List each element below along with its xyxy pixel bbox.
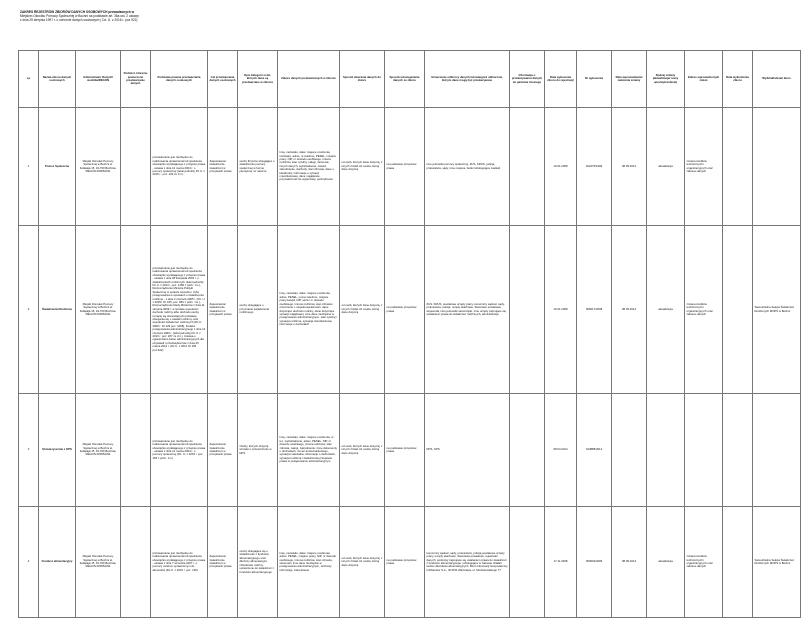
cell-change-scope <box>685 394 723 507</box>
cell-scope: Imię, nazwisko, data i miejsce urodzenia, nr tel., wykształcenie, adres, PESEL, NIP, nr dowodu osobistego, imiona rodziców, stan zdrowia, nałogi, zatrudnienie i inne dokumenty o dochodach, numer konta bankowego, sytuacja materialna, informacje o dochodach, sytuacja rodzinna i świadczenia przepisów prawa w postępowaniu administracyjnym <box>278 394 340 507</box>
cell-entrusted <box>121 226 151 394</box>
cell-legal-basis: przetwarzanie jest niezbędne do realizowania uprawnienia lub spełnienia obowiązku wynikającego z przepisu prawa - ustawa z dnia 7 września 2007 r. o pomocy osobom uprawnionym do alimentów (Dz.U. z 2016 r. poz. 169) <box>151 507 208 618</box>
cell-admin: Miejski Ośrodek Pomocy Społecznej w Bochni ul. Kołłątaja 15, 32-700 Bochnia, REGON 000654311 <box>76 394 121 507</box>
cell-legal-basis: przetwarzanie jest niezbędne do realizowania uprawnienia lub spełnienia obowiązku wynikającego z przepisu prawa - ustawa z dnia 12 marca 2004 r. o pomocy społecznej (Dz. U. z 2015 r. poz. 163 z późn. zm.) <box>151 394 208 507</box>
cell-collection: od osób, których dane dotyczą, z innych źródeł niż osoba, której dane dotyczą <box>340 394 385 507</box>
col-header-change-type: Rodzaj zmiany (aktualizacja/ nowy opis/wykreślenie) <box>647 51 685 108</box>
cell-admin: Miejski Ośrodek Pomocy Społecznej w Bochni ul. Kołłątaja 15, 32-700 Bochnia, REGON 000654311 <box>76 226 121 394</box>
cell-deletion-date <box>723 226 753 394</box>
cell-sharing: na podstawie przepisów prawa <box>385 108 425 226</box>
table-row <box>19 507 801 618</box>
cell-third-country <box>510 394 545 507</box>
cell-third-country <box>510 226 545 394</box>
cell-registration-date: 17.11.2008 <box>545 507 577 618</box>
col-header-collection: Sposób zbierania danych do zbioru <box>340 51 385 108</box>
cell-registration-date: 10.01.2008 <box>545 108 577 226</box>
col-header-entrusted: Podmiot, któremu powierzono przetwarzanie danych <box>121 51 151 108</box>
col-header-persons: Opis kategorii osób, których dane są przetwarzane w zbiorze <box>238 51 278 108</box>
col-header-change-scope: Zakres wprowadzonych zmian <box>685 51 723 108</box>
cell-change-type <box>647 394 685 507</box>
cell-scope: Imię, nazwisko, data i miejsce urodzenia, adres, PESEL, numer telefonu, miejsce pracy,zawód, NIP, seria i nr dowodu osobistego, imiona rodziców, stan zdrowia i orzeczenie o niepełnosprawności, dane dotyczące dochodu rodziny, dane dotyczące sytuacji majątkowej, inne dane niezbędne w postępowaniu administracyjnym, stan cywilny i sytuacja rodzinna, sytuacja mieszkaniowa, informacje o dochodach <box>278 226 340 394</box>
cell-lp: 2 <box>19 226 39 394</box>
col-header-registration-date: Data zgłoszenia zbioru do rejestracji <box>545 51 577 108</box>
cell-change-type: aktualizacja <box>647 507 685 618</box>
table-row <box>19 226 801 394</box>
cell-registration-no: 000002/2009 <box>577 507 612 618</box>
cell-purpose: Zapewnienie/ świadczenie świadczeń w przepisach prawa <box>208 507 238 618</box>
cell-sharing: na podstawie przepisów prawa <box>385 394 425 507</box>
cell-change-type: aktualizacja <box>647 226 685 394</box>
cell-registration-no: 013888/2014 <box>577 394 612 507</box>
cell-department <box>753 394 801 507</box>
cell-sharing: na podstawie przepisów prawa <box>385 507 425 618</box>
cell-recipients: inne jednostki pomocy społecznej, ZUS, KRUS, policja, prokuratura, sądy, inne miejsca, banki (obsługujące zasiłek) <box>425 108 510 226</box>
col-header-legal-basis: Podstawa prawna przetwarzania danych osobowych <box>151 51 208 108</box>
cell-persons: Osoby, których dotyczą wnioski o umieszczenie w DPS <box>238 394 278 507</box>
col-header-name: Nazwa zbioru danych osobowych <box>39 51 76 108</box>
heading-line-3: z dnia 29 sierpnia 1997 r. o ochronie danych osobowych ( Dz. U. z 2016 r. poz 922) <box>20 18 138 22</box>
cell-department: Samodzielna Sekcja Świadczeń Rodzinnych MOPS w Bochni <box>753 226 801 394</box>
col-header-change-date: Data wprowadzenia/ założenia zmiany <box>612 51 647 108</box>
cell-change-date: 08.09.2014 <box>612 507 647 618</box>
cell-collection: od osób, których dane dotyczą, z innych źródeł niż osoba, której dane dotyczą <box>340 108 385 226</box>
cell-name: Stowarzyszenia z OPS <box>39 394 76 507</box>
table-header-row <box>19 51 801 108</box>
cell-purpose: Zapewnienie/ świadczenie świadczeń w przepisach prawa <box>208 226 238 394</box>
cell-entrusted <box>121 108 151 226</box>
cell-recipients: DPS, OPS <box>425 394 510 507</box>
cell-entrusted <box>121 507 151 618</box>
cell-deletion-date <box>723 108 753 226</box>
cell-admin: Miejski Ośrodek Pomocy Społecznej w Bochni ul. Kołłątaja 15, 32-700 Bochnia, REGON 000654311 <box>76 507 121 618</box>
table-row <box>19 108 801 226</box>
cell-deletion-date <box>723 394 753 507</box>
cell-lp: 4 <box>19 507 39 618</box>
cell-change-date: 08.09.2014 <box>612 108 647 226</box>
cell-scope: Imię, nazwisko, data i miejsce urodzenia, nazwisko, adres, nr telefonu, PESEL, miejsce pracy, NIP, nr dowodu osobistego, imiona rodziców, stan cywilny, nałogi, stosunek, innych danych, wykształcenie, zawód, zatrudnienie, dochody, stan zdrowia, dane o karalności, informacje o sytuacji mieszkaniowej, dane majątkowe, przynależność do organizacji, pochodzenie <box>278 108 340 226</box>
col-header-deletion-date: Data wykreślenia zbioru <box>723 51 753 108</box>
heading-line-2: Miejskim Ośrodku Pomocy Społecznej w Bochni na podstawie art. 36a ust. 2 ustawy <box>20 14 139 18</box>
cell-registration-date: 10.01.2008 <box>545 226 577 394</box>
cell-lp: 3 <box>19 394 39 507</box>
cell-third-country <box>510 108 545 226</box>
cell-legal-basis: przetwarzanie jest niezbędne do realizowania uprawnienia lub spełnienia obowiązku wynikającego z przepisu prawa - ustawa z dnia 12 marca 2004 r. o pomocy społecznej (tekst jednolity Dz.U. z 2015 r., poz. 163 ze zm.) <box>151 108 208 226</box>
cell-department <box>753 108 801 226</box>
cell-purpose: Zapewnienie/ świadczenie świadczeń w przepisach prawa <box>208 108 238 226</box>
col-header-admin: Administrator Danych/ siedziba/REGON <box>76 51 121 108</box>
cell-collection: od osób, których dane dotyczą, z innych źródeł niż osoba, której dane dotyczą <box>340 226 385 394</box>
cell-change-scope: zmiana środków technicznych i organizacyjnych oraz zakresu danych <box>685 507 723 618</box>
col-header-sharing: Sposób udostępniania danych ze zbioru <box>385 51 425 108</box>
cell-purpose: Zapewnienie/ świadczenie świadczeń w przepisach prawa <box>208 394 238 507</box>
cell-department: Samodzielna Sekcja Świadczeń Rodzinnych MOPS w Bochni <box>753 507 801 618</box>
cell-change-scope: zmiana środków technicznych i organizacyjnych oraz zakresu danych <box>685 108 723 226</box>
col-header-department: Wydział/referat/ biuro <box>753 51 801 108</box>
cell-registration-no: 008217/2008 <box>577 226 612 394</box>
cell-admin: Miejski Ośrodek Pomocy Społecznej w Bochni ul. Kołłątaja 15, 32-700 Bochnia, REGON 000654311 <box>76 108 121 226</box>
cell-recipients: komornicy sądowi, sądy, prokuratura, policja,powiatowe urzędy pracy, urzędy skarbowe, Starostwa powiatowe, rejestrator danych, podmioty zajmujące się ustalaniem prawa do świadczeń z funduszu alimentacyjnego i obsługujące w zakresie działań wobec dłużników alimentacyjnych, Biuro Informacji Gospodarczej InfoMonitor S.A., ID KFR Warszawa, ul. Modzelewskiego 77 <box>425 507 510 618</box>
cell-scope: Imię, nazwisko, data i miejsce urodzenia, adres, PESEL, miejsce pracy, NIP, nr dowodu osobistego, imiona rodziców, stan zdrowia, stosunek i inne dane niezbędne w postępowaniu administracyjnym, dochody, informacje, zatrudnienie <box>278 507 340 618</box>
col-header-recipients: Oznaczenie odbiorcy danych lub kategorii odbiorców, którym dane mogą być przekazywane <box>425 51 510 108</box>
col-header-third-country: Informacja o przekazywaniu danych do państwa trzeciego <box>510 51 545 108</box>
cell-change-date <box>612 394 647 507</box>
cell-change-date: 08.09.2014 <box>612 226 647 394</box>
cell-registration-no: 022276/1999 <box>577 108 612 226</box>
cell-name: Świadczenia Rodzinne <box>39 226 76 394</box>
cell-change-scope: zmiana środków technicznych i organizacyjnych oraz zakresu danych <box>685 226 723 394</box>
col-header-scope: Zakres danych przetwarzanych w zbiorze <box>278 51 340 108</box>
cell-entrusted <box>121 394 151 507</box>
cell-persons: osoby ubiegające o przyznanie świadczenia rodzinnego <box>238 226 278 394</box>
cell-change-type: aktualizacja <box>647 108 685 226</box>
cell-persons: osoby fizyczne ubiegające o świadczenie pomocy społecznej w formie pieniężnej i w naturze <box>238 108 278 226</box>
cell-third-country <box>510 507 545 618</box>
heading-line-1: ZAKRES REJESTRÓW ZBIORÓW DANYCH OSOBOWYCH prowadzonych w <box>20 10 135 14</box>
document-heading <box>20 10 380 22</box>
cell-persons: osoby ubiegające się o świadczenie z funduszu alimentacyjnego oraz dłużnicy alimentacyjni, członkowie rodziny, uprawnione do świadczeń z funduszu alimentacyjnego <box>238 507 278 618</box>
cell-lp: 1 <box>19 108 39 226</box>
cell-sharing: na podstawie przepisów prawa <box>385 226 425 394</box>
col-header-lp: Lp <box>19 51 39 108</box>
cell-deletion-date <box>723 507 753 618</box>
col-header-purpose: Cel przetwarzania danych osobowych <box>208 51 238 108</box>
cell-name: Fundusz alimentacyjny <box>39 507 76 618</box>
cell-legal-basis: przetwarzanie jest niezbędne do realizowania uprawnienia lub spełnienia obowiązku wynikającego z przepisu prawa - ustawa z dnia 28 listopada 2003 r. o świadczeniach rodzinnych (tekst jednolity Dz.U. z 2013 r. poz. 1456 z późn. zm.), Rozporządzenie Ministra Polityki Społecznej w sprawie sposobu i trybu postępowania w sprawach o świadczenia rodzinne - z dnia 2 czerwca 2005 r. (Dz. U. z 2005r, Nr 105, poz. 881 z późn. zm.), Rozporządzenie Rady Ministrów z dnia 11 sierpnia 2009 r. w sprawie wysokości dochodu rodziny albo dochodu osoby uczącej się stanowiących podstawę ubiegania się o zasiłek rodzinny oraz wysokości świadczeń rodzinnych (Dz.U. 2009 r. Nr 129 poz. 1068), Kodeks postępowania administracyjnego z dnia 14 czerwca 1960 r. (tekst jednolity Dz.U. z 2013 r. poz. 267 ze zm.), Ustawa o ograniczaniu barier administracyjnych dla obywateli i przedsiębiorców z dnia 25 marca 2011 r. (Dz.U. z 2011 Nr 106 poz.622) <box>151 226 208 394</box>
cell-registration-date: 08.04.2014 <box>545 394 577 507</box>
cell-recipients: ZUS, KRUS, powiatowe urzędy pracy, komornicy sądowi, sądy, prokuratura, policja, urzędy skarbowe, Starostwo powiatowe, wojewoda, inne jednostki samorządu, inne urzędy zajmujące się ustalaniem prawa do świadczeń rodzinnych, administracja <box>425 226 510 394</box>
register-table <box>18 50 801 618</box>
table-row <box>19 394 801 507</box>
col-header-registration-no: Nr zgłoszenia <box>577 51 612 108</box>
cell-name: Pomoc Społeczna <box>39 108 76 226</box>
cell-collection: od osób, których dane dotyczą, z innych źródeł niż osoba, której dane dotyczą <box>340 507 385 618</box>
